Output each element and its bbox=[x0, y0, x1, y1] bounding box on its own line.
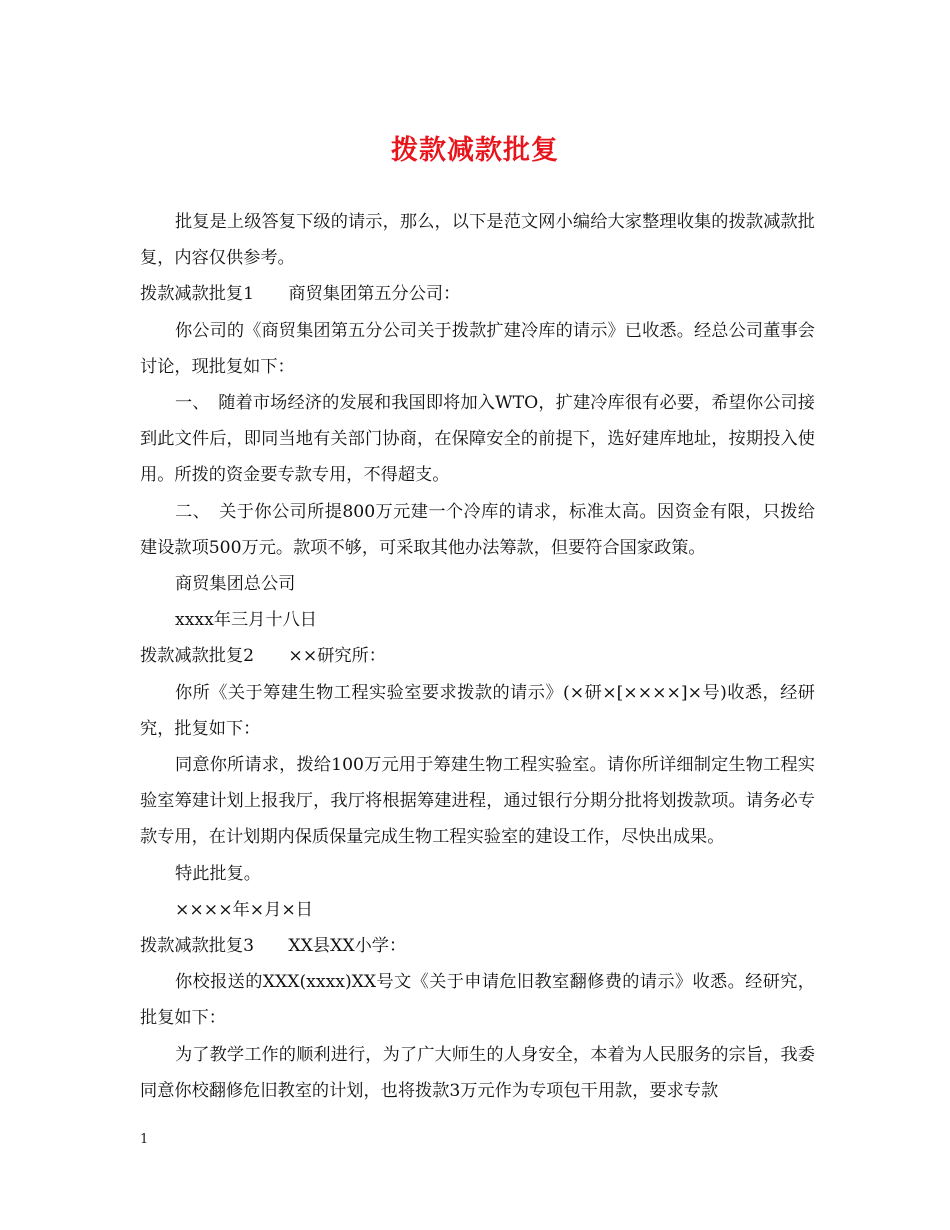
section-heading-reply-1: 拨款减款批复1 商贸集团第五分公司： bbox=[140, 284, 461, 305]
section-heading-reply-2: 拨款减款批复2 ××研究所： bbox=[140, 646, 386, 667]
reply-2-date: ××××年×月×日 bbox=[175, 899, 313, 920]
reply-2-closing: 特此批复。 bbox=[175, 863, 261, 884]
reply-1-signature: 商贸集团总公司 bbox=[175, 574, 296, 595]
reply-1-paragraph-1: 你公司的《商贸集团第五分公司关于拨款扩建冷库的请示》已收悉。经总公司董事会讨论，现批复如下： bbox=[140, 320, 815, 377]
reply-3-paragraph-1: 你校报送的XXX(xxxx)XX号文《关于申请危旧教室翻修费的请示》收悉。经研究，批复如下： bbox=[140, 972, 815, 1029]
reply-2-paragraph-2: 同意你所请求，拨给100万元用于筹建生物工程实验室。请你所详细制定生物工程实验室筹建计划上报我厅，我厅将根据筹建进程，通过银行分期分批将划拨款项。请务必专款专用，在计划期内保质保量完成生物工程实验室的建设工作，尽快出成果。 bbox=[140, 755, 815, 848]
reply-2-paragraph-1: 你所《关于筹建生物工程实验室要求拨款的请示》(×研×[××××]×号)收悉，经研究，批复如下： bbox=[140, 682, 815, 739]
intro-paragraph: 批复是上级答复下级的请示，那么，以下是范文网小编给大家整理收集的拨款减款批复，内容仅供参考。 bbox=[140, 212, 815, 269]
reply-1-date: xxxx年三月十八日 bbox=[175, 610, 317, 631]
document-body bbox=[140, 204, 815, 1109]
page-number: 1 bbox=[140, 1132, 149, 1147]
reply-3-paragraph-2: 为了教学工作的顺利进行，为了广大师生的人身安全，本着为人民服务的宗旨，我委同意你校翻修危旧教室的计划，也将拨款3万元作为专项包干用款，要求专款 bbox=[140, 1044, 815, 1101]
section-heading-reply-3: 拨款减款批复3 XX县XX小学： bbox=[140, 936, 407, 957]
reply-1-paragraph-2: 一、 随着市场经济的发展和我国即将加入WTO，扩建冷库很有必要，希望你公司接到此文件后，即同当地有关部门协商，在保障安全的前提下，选好建库地址，按期投入使用。所拨的资金要专款专用，不得超支。 bbox=[140, 393, 815, 486]
document-title: 拨款减款批复 bbox=[391, 135, 559, 166]
reply-1-paragraph-3: 二、 关于你公司所提800万元建一个冷库的请求，标准太高。因资金有限，只拨给建设款项500万元。款项不够，可采取其他办法筹款，但要符合国家政策。 bbox=[140, 501, 815, 558]
